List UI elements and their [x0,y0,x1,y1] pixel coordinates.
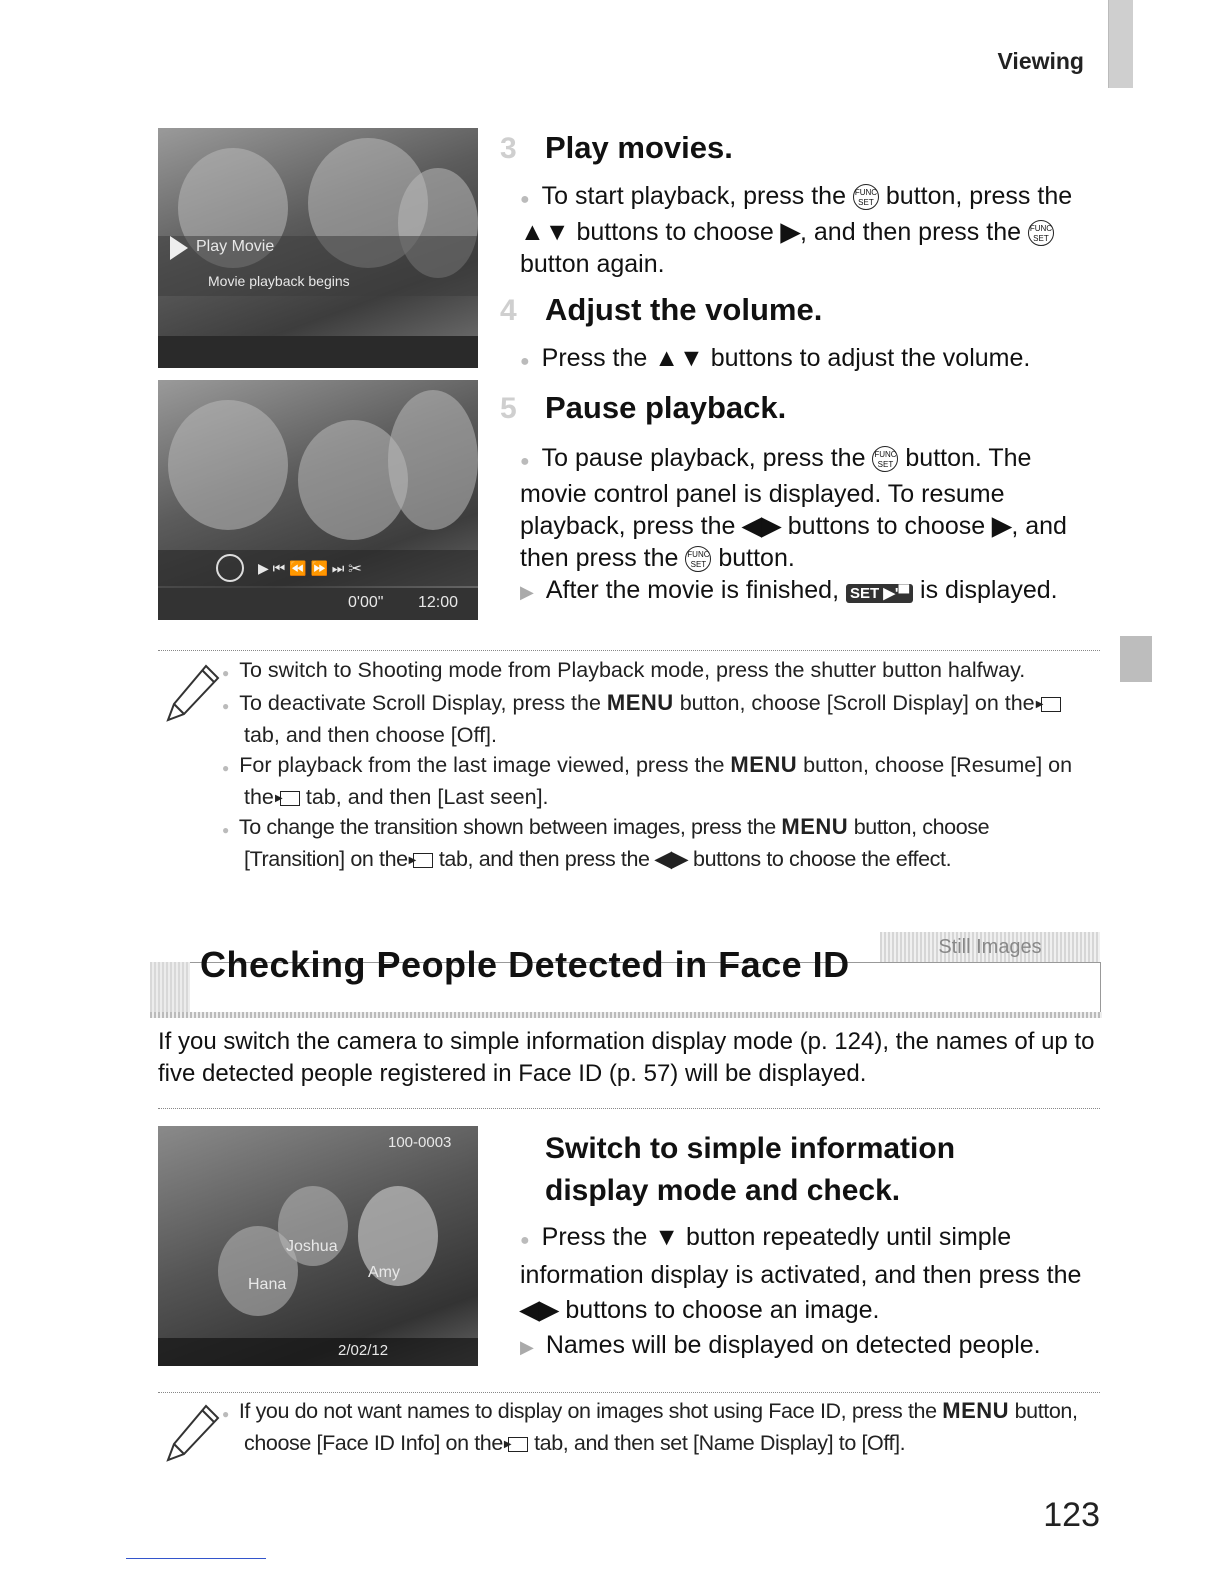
playback-tab-icon: ▶ [413,853,433,868]
control-panel-circle-icon [216,554,244,582]
note-item: ● To change the transition shown between images, press the MENU button, choose [Transition] on the ▶ tab, and then press the ◀▶ buttons to choose the effect. [222,814,990,871]
step-title: Play movies. [545,130,733,165]
note-item: ● For playback from the last image viewed, press the MENU button, choose [Resume] on the ▶ tab, and then [Last seen]. [222,752,1073,809]
step-body: ● Press the ▲▼ buttons to adjust the volume. [520,344,1031,372]
step-number: 4 [500,294,517,327]
step-body: ● Press the ▼ button repeatedly until simple information display is activated, and then press the ◀▶ buttons to choose an image. ▶ Names will be displayed on detected people. [520,1223,1082,1359]
face-name-label: Joshua [286,1238,338,1255]
step-body: ● To pause playback, press the FUNC SET button. The movie control panel is displayed. To resume playback, press the ◀▶ buttons to choose ▶, and then press the FUNC SET button. ▶ After the movie is finished, SET ▶'▀ is displayed. [520,444,1067,604]
total-time: 12:00 [418,594,459,611]
down-icon: ▼ [654,1223,679,1251]
play-icon: ▶ [992,512,1012,540]
step-number: 3 [500,132,517,165]
section-band-underline [150,1012,1102,1018]
left-right-icon: ◀▶ [655,847,688,871]
menu-item-description: Movie playback begins [208,273,350,289]
elapsed-time: 0'00" [348,594,384,611]
up-down-icon: ▲▼ [520,218,570,246]
menu-button-label: MENU [606,690,674,715]
play-icon [170,236,188,260]
section-intro: If you switch the camera to simple information display mode (p. 124), the names of up to five detected people registered in Face ID (p. 57) will be displayed. [158,1028,1095,1087]
divider [158,1108,1100,1109]
playback-tab-icon: ▶ [508,1437,528,1452]
set-movie-icon: SET ▶'▀ [846,584,913,603]
bullet-icon: ● [520,453,530,470]
notes-list [222,656,1092,874]
shot-date: 2/02/12 [338,1342,389,1359]
step-title: Pause playback. [545,390,787,425]
playback-tab-icon: ▶ [1041,697,1061,712]
section-band-left [150,962,190,1012]
menu-button-label: MENU [942,1398,1010,1423]
func-set-icon: FUNC SET [1028,220,1054,246]
result-arrow-icon: ▶ [520,582,534,602]
pencil-icon [162,1400,224,1471]
left-right-icon: ◀▶ [742,512,781,540]
playback-tab-icon: ▶ [280,791,300,806]
bullet-icon: ● [520,191,530,208]
menu-button-label: MENU [781,814,849,839]
bullet-icon: ● [520,1232,530,1249]
note-item: ● To switch to Shooting mode from Playback mode, press the shutter button halfway. [222,658,1026,682]
file-number: 100-0003 [388,1134,452,1151]
note-item: ● If you do not want names to display on images shot using Face ID, press the MENU button, choose [Face ID Info] on the ▶ tab, and then set [Name Display] to [Off]. [222,1398,1078,1455]
step-title: Switch to simple information display mode and check. [545,1132,956,1207]
screenshot-play-movie [158,128,478,368]
result-arrow-icon: ▶ [520,1337,534,1357]
pencil-icon [162,660,224,731]
page-number: 123 [1043,1496,1100,1534]
section-title: Checking People Detected in Face ID [200,944,850,985]
note-item: ● To deactivate Scroll Display, press the MENU button, choose [Scroll Display] on the ▶ tab, and then choose [Off]. [222,688,1092,750]
step-body: ● To start playback, press the FUNC SET button, press the ▲▼ buttons to choose ▶, and then press the FUNC SET button again. [520,182,1073,278]
screenshot-pause-playback [158,380,478,620]
divider [158,1392,1100,1393]
func-set-icon: FUNC SET [872,446,898,472]
chapter-thumb-tab [1108,0,1133,88]
divider [158,650,1100,651]
footer-rule [126,1558,266,1559]
up-down-icon: ▲▼ [654,344,704,372]
step-title: Adjust the volume. [545,292,823,327]
play-icon: ▶ [780,218,801,246]
bullet-icon: ● [520,353,530,370]
notes-list [222,1396,1092,1458]
section-header: Viewing [997,48,1084,74]
screenshot-face-id [158,1126,478,1366]
left-right-icon: ◀▶ [520,1296,559,1324]
side-index-tab [1120,636,1152,682]
step-number: 5 [500,392,517,425]
control-panel-icons: ▶ ⏮ ⏪ ⏩ ⏭ ✂ [258,560,362,576]
face-name-label: Amy [368,1264,400,1281]
menu-item-play-movie: Play Movie [196,238,275,255]
menu-button-label: MENU [730,752,798,777]
func-set-icon: FUNC SET [685,546,711,572]
func-set-icon: FUNC SET [853,184,879,210]
face-name-label: Hana [248,1276,287,1293]
still-images-tag: Still Images [880,932,1100,962]
